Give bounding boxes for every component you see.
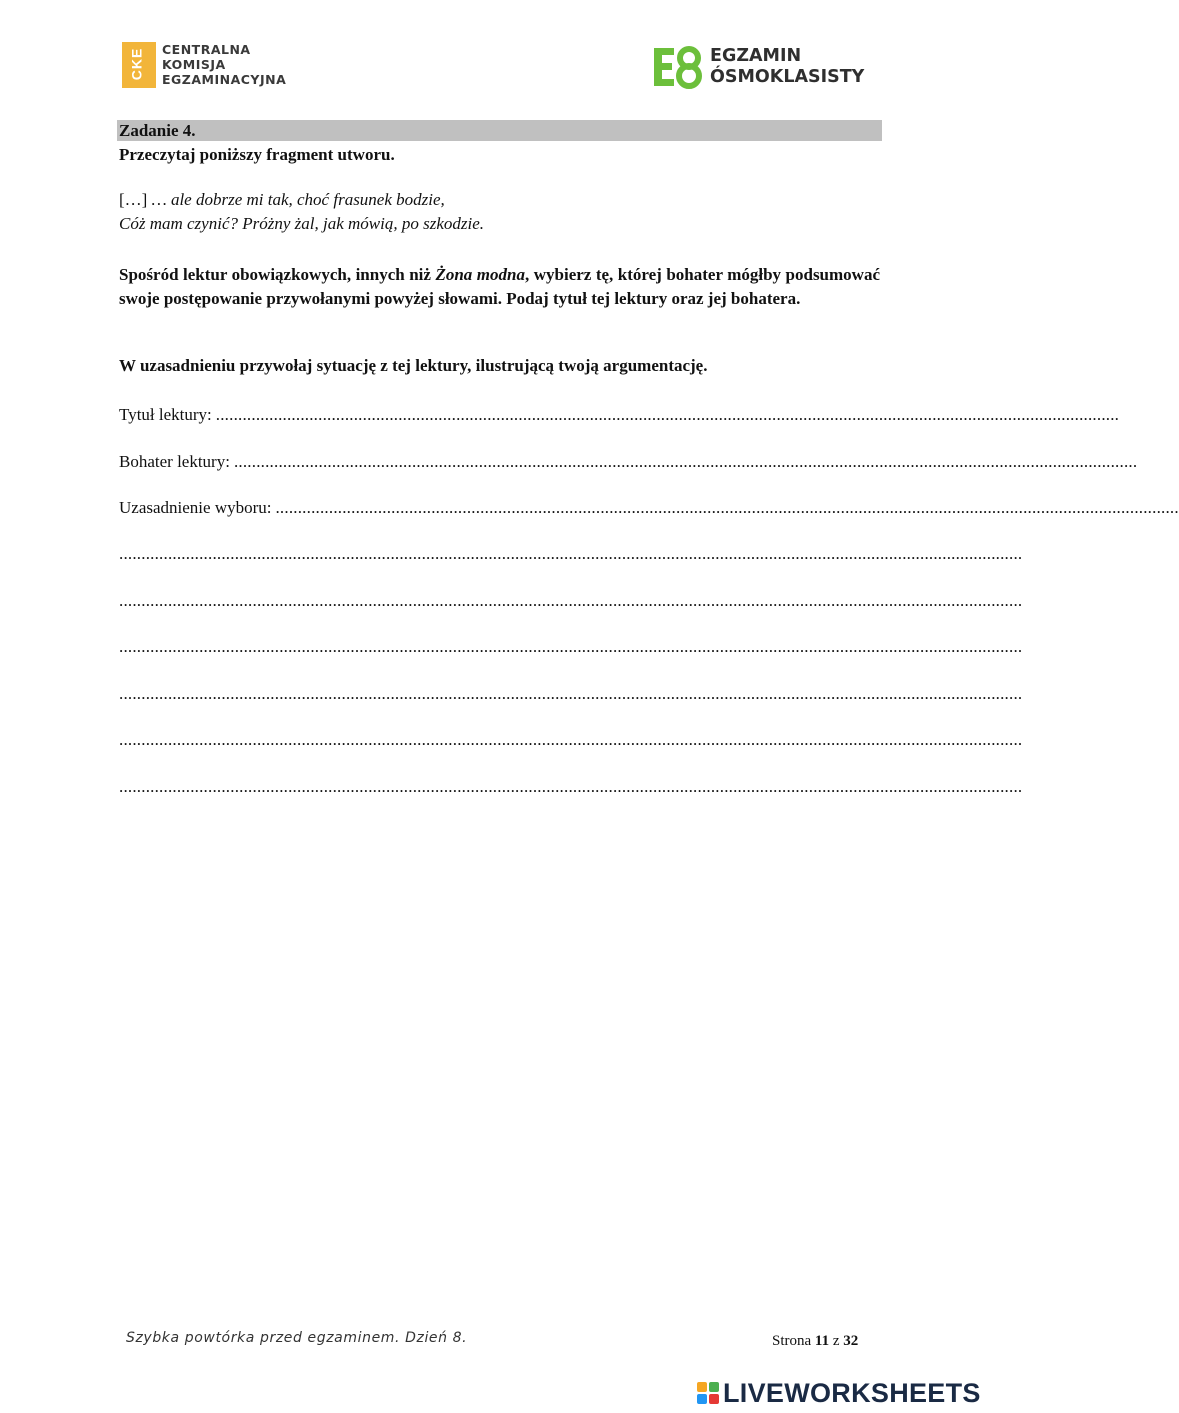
dotted-line: ........................................................................................................................................................................................................... [215,405,1120,424]
page-number: Strona 11 z 32 [772,1333,859,1349]
cke-logo-mark: CKE [122,42,156,88]
answer-hero-label: Bohater lektury: [119,452,230,471]
answer-title-line[interactable] [119,404,1120,426]
answer-blank-line[interactable] [119,590,1023,612]
answer-justification-line[interactable] [119,497,1179,519]
answer-title-label: Tytuł lektury: [119,405,212,424]
e8-logo-text: EGZAMIN ÓSMOKLASISTY [710,46,865,87]
quote-line-2: Cóż mam czynić? Próżny żal, jak mówią, po szkodzie. [119,214,485,233]
answer-blank-line[interactable] [119,683,1023,705]
task-instruction: Przeczytaj poniższy fragment utworu. [119,145,395,164]
e8-logo-mark [652,46,704,88]
cke-logo [122,42,297,92]
dotted-line: ........................................................................................................................................................................................................... [119,591,1023,610]
task-question: Spośród lektur obowiązkowych, innych niż Żona modna, wybierz tę, której bohater mógłby podsumować swoje postępowanie przywołanymi powyżej słowami. Podaj tytuł tej lektury oraz jej bohatera. [119,265,880,308]
dotted-line: ........................................................................................................................................................................................................... [119,637,1023,656]
liveworksheets-text: LIVEWORKSHEETS [723,1377,981,1408]
answer-blank-line[interactable] [119,636,1023,658]
answer-blank-line[interactable] [119,776,1023,798]
e8-logo [652,46,882,90]
dotted-line: ........................................................................................................................................................................................................... [275,498,1179,517]
dotted-line: ........................................................................................................................................................................................................... [119,777,1023,796]
footer-note: Szybka powtórka przed egzaminem. Dzień 8. [126,1330,468,1346]
task-title: Zadanie 4. [119,121,196,140]
quote-line-1: […] … ale dobrze mi tak, choć frasunek bodzie, [119,190,445,209]
dotted-line: ........................................................................................................................................................................................................... [119,730,1023,749]
answer-blank-line[interactable] [119,543,1023,565]
dotted-line: ........................................................................................................................................................................................................... [233,452,1138,471]
task-question-justification: W uzasadnieniu przywołaj sytuację z tej lektury, ilustrującą twoją argumentację. [119,356,708,375]
dotted-line: ........................................................................................................................................................................................................... [119,684,1023,703]
answer-blank-line[interactable] [119,729,1023,751]
liveworksheets-icon [697,1382,719,1404]
liveworksheets-logo [697,1377,981,1408]
task-header-bar [117,120,882,141]
cke-logo-text: CENTRALNA KOMISJA EGZAMINACYJNA [162,42,287,87]
answer-justification-label: Uzasadnienie wyboru: [119,498,272,517]
answer-hero-line[interactable] [119,451,1138,473]
dotted-line: ........................................................................................................................................................................................................... [119,544,1023,563]
